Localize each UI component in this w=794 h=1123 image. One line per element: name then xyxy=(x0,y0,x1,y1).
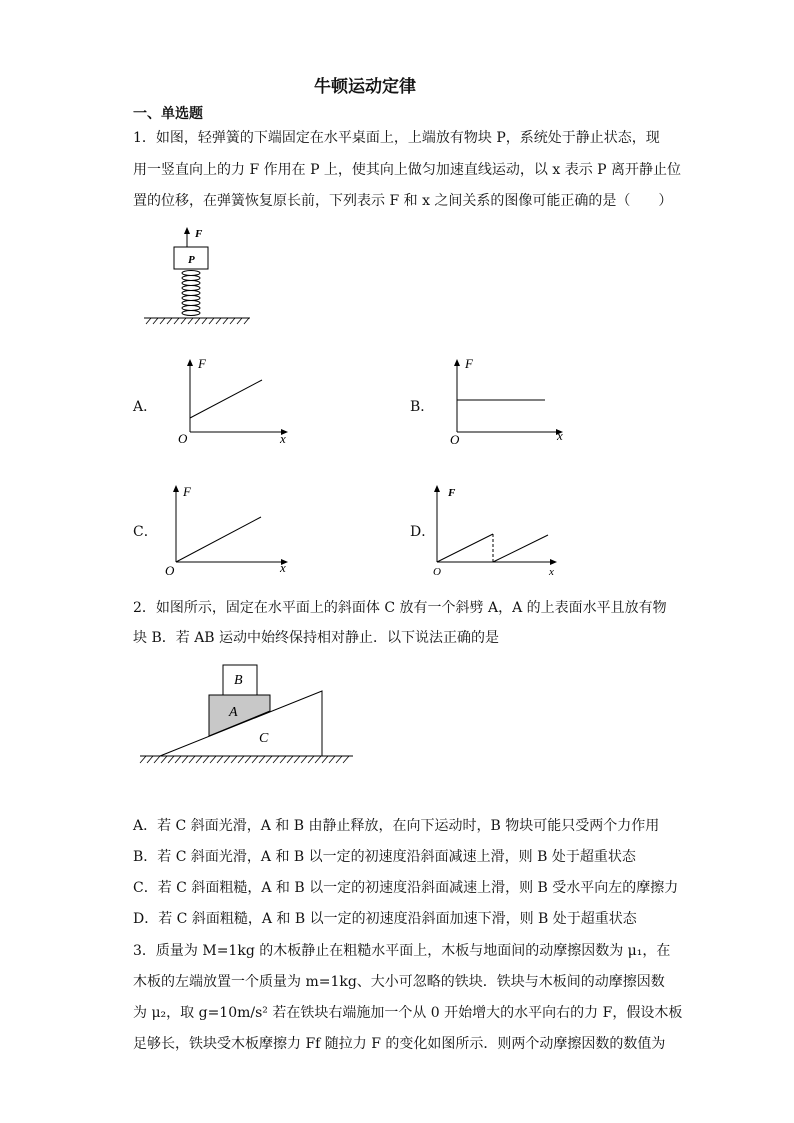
section-heading: 一、单选题 xyxy=(133,106,203,122)
incline-figure xyxy=(135,660,357,768)
option-b-graph xyxy=(440,352,570,447)
q1-line-1: 1．如图，轻弹簧的下端固定在水平桌面上，上端放有物块 P，系统处于静止状态，现 xyxy=(133,130,660,146)
option-b-ylabel: F xyxy=(465,356,473,371)
q2-choice-c[interactable]: C．若 C 斜面粗糙，A 和 B 以一定的初速度沿斜面减速上滑，则 B 受水平向左的摩擦力 xyxy=(133,880,679,896)
option-c-ylabel: F xyxy=(183,484,191,499)
label-c: C xyxy=(259,731,269,746)
label-b: B xyxy=(234,673,243,688)
option-d-origin: O xyxy=(433,566,441,578)
q2-choice-a[interactable]: A．若 C 斜面光滑，A 和 B 由静止释放，在向下运动时，B 物块可能只受两个力作用 xyxy=(133,818,660,834)
page-title: 牛顿运动定律 xyxy=(314,77,416,97)
option-a-graph xyxy=(170,352,295,447)
table-hatch xyxy=(146,318,249,324)
q1-line-3: 置的位移，在弹簧恢复原长前，下列表示 F 和 x 之间关系的图像可能正确的是（ ） xyxy=(133,193,673,209)
label-a: A xyxy=(229,705,238,720)
option-a-label[interactable]: A． xyxy=(133,399,158,415)
q1-line-2: 用一竖直向上的力 F 作用在 P 上，使其向上做匀加速直线运动，以 x 表示 P 离开静止位 xyxy=(133,162,682,178)
option-b-label[interactable]: B． xyxy=(410,399,435,415)
option-b-origin: O xyxy=(450,432,460,447)
option-c-label[interactable]: C． xyxy=(133,524,158,540)
force-arrowhead xyxy=(184,227,190,234)
q3-line-1: 3．质量为 M=1kg 的木板静止在粗糙水平面上，木板与地面间的动摩擦因数为 μ₁，在 xyxy=(133,943,671,959)
q3-line-4: 足够长，铁块受木板摩擦力 Ff 随拉力 F 的变化如图所示．则两个动摩擦因数的数值为 xyxy=(133,1036,666,1052)
option-c-line xyxy=(176,517,261,562)
block-label: P xyxy=(188,254,195,266)
q2-choice-d[interactable]: D．若 C 斜面粗糙，A 和 B 以一定的初速度沿斜面加速下滑，则 B 处于超重状态 xyxy=(133,911,637,927)
option-a-xlabel: x xyxy=(280,431,286,446)
option-a-line xyxy=(190,380,262,418)
option-d-ylabel: F xyxy=(448,487,456,499)
option-d-line-1 xyxy=(437,534,493,562)
q2-choice-b[interactable]: B．若 C 斜面光滑，A 和 B 以一定的初速度沿斜面减速上滑，则 B 处于超重状态 xyxy=(133,849,636,865)
ground-hatch xyxy=(140,756,349,763)
option-c-origin: O xyxy=(165,563,175,578)
option-a-origin: O xyxy=(178,431,188,446)
spring xyxy=(182,271,200,316)
option-c-graph xyxy=(158,478,293,578)
option-c-xlabel: x xyxy=(280,560,286,575)
force-label: F xyxy=(195,228,203,240)
spring-block-figure xyxy=(140,225,255,327)
option-b-xlabel: x xyxy=(557,428,563,443)
q3-line-3: 为 μ₂，取 g=10m/s² 若在铁块右端施加一个从 0 开始增大的水平向右的力 F，假设木板 xyxy=(133,1005,683,1021)
option-d-line-2 xyxy=(493,535,548,562)
option-d-xlabel: x xyxy=(549,566,554,578)
q3-line-2: 木板的左端放置一个质量为 m=1kg、大小可忽略的铁块．铁块与木板间的动摩擦因数 xyxy=(133,974,665,990)
option-d-label[interactable]: D． xyxy=(410,524,436,540)
q2-line-1: 2．如图所示，固定在水平面上的斜面体 C 放有一个斜劈 A，A 的上表面水平且放有物 xyxy=(133,600,667,616)
q2-line-2: 块 B．若 AB 运动中始终保持相对静止．以下说法正确的是 xyxy=(133,630,500,646)
option-d-graph xyxy=(425,478,565,578)
option-a-ylabel: F xyxy=(198,356,206,371)
